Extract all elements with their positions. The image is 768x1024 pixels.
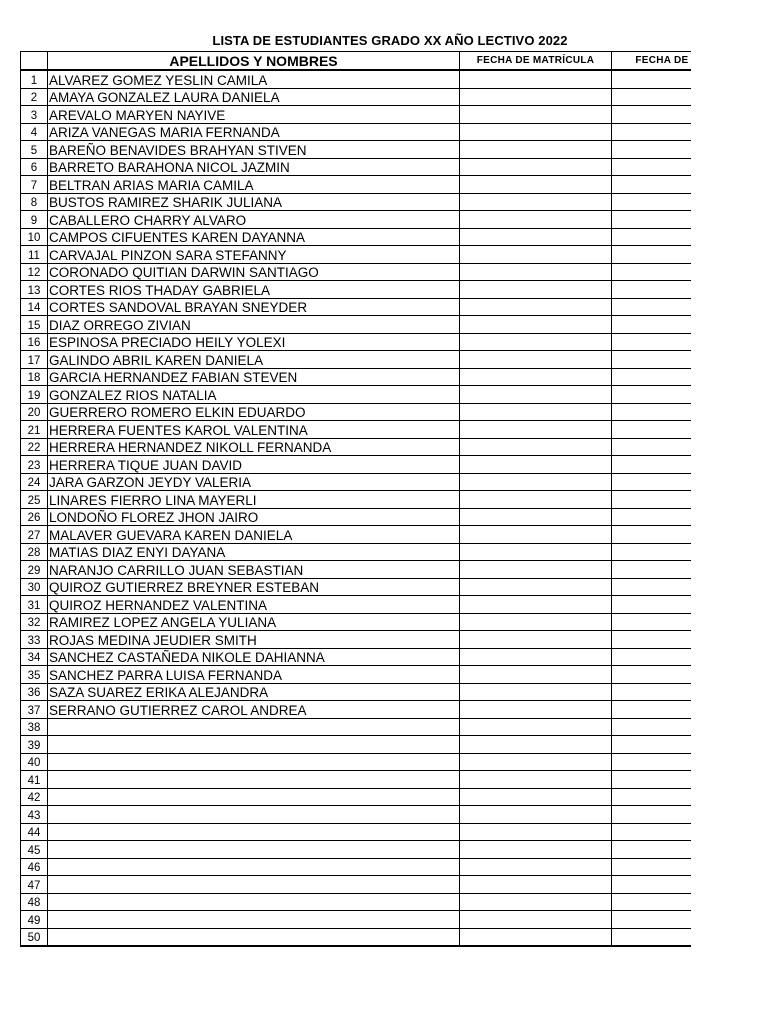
student-name: HERRERA TIQUE JUAN DAVID xyxy=(48,456,460,474)
student-name: ESPINOSA PRECIADO HEILY YOLEXI xyxy=(48,333,460,351)
row-number: 30 xyxy=(21,578,48,596)
second-date-cell xyxy=(612,438,691,456)
table-row xyxy=(21,123,691,141)
table-row xyxy=(21,456,691,474)
table-row xyxy=(21,806,691,824)
second-date-cell xyxy=(612,281,691,299)
row-number: 29 xyxy=(21,561,48,579)
table-row xyxy=(21,631,691,649)
student-name xyxy=(48,841,460,859)
table-row xyxy=(21,281,691,299)
second-date-cell xyxy=(612,561,691,579)
enrollment-date-cell xyxy=(460,701,612,719)
second-date-cell xyxy=(612,631,691,649)
enrollment-date-cell xyxy=(460,263,612,281)
student-name xyxy=(48,788,460,806)
student-name: AMAYA GONZALEZ LAURA DANIELA xyxy=(48,88,460,106)
student-name: BUSTOS RAMIREZ SHARIK JULIANA xyxy=(48,193,460,211)
student-name: CABALLERO CHARRY ALVARO xyxy=(48,211,460,229)
row-number: 15 xyxy=(21,316,48,334)
table-row xyxy=(21,858,691,876)
row-number: 34 xyxy=(21,648,48,666)
second-date-cell xyxy=(612,771,691,789)
student-name: BARRETO BARAHONA NICOL JAZMIN xyxy=(48,158,460,176)
second-date-cell xyxy=(612,368,691,386)
row-number: 16 xyxy=(21,333,48,351)
row-number: 2 xyxy=(21,88,48,106)
table-row xyxy=(21,368,691,386)
row-number: 44 xyxy=(21,823,48,841)
row-number: 20 xyxy=(21,403,48,421)
row-number: 12 xyxy=(21,263,48,281)
table-row xyxy=(21,70,691,88)
enrollment-date-cell xyxy=(460,771,612,789)
student-name: ARIZA VANEGAS MARIA FERNANDA xyxy=(48,123,460,141)
student-name: HERRERA FUENTES KAROL VALENTINA xyxy=(48,421,460,439)
second-date-cell xyxy=(612,176,691,194)
table-row xyxy=(21,526,691,544)
second-date-cell xyxy=(612,70,691,88)
student-name: CAMPOS CIFUENTES KAREN DAYANNA xyxy=(48,228,460,246)
row-number: 28 xyxy=(21,543,48,561)
table-row xyxy=(21,421,691,439)
enrollment-date-cell xyxy=(460,578,612,596)
table-row xyxy=(21,613,691,631)
row-number: 33 xyxy=(21,631,48,649)
table-row xyxy=(21,403,691,421)
student-name xyxy=(48,753,460,771)
table-row xyxy=(21,88,691,106)
enrollment-date-cell xyxy=(460,456,612,474)
second-date-cell xyxy=(612,106,691,124)
enrollment-date-cell xyxy=(460,176,612,194)
row-number: 23 xyxy=(21,456,48,474)
second-date-cell xyxy=(612,316,691,334)
row-number: 6 xyxy=(21,158,48,176)
second-date-cell xyxy=(612,88,691,106)
table-row xyxy=(21,578,691,596)
table-row xyxy=(21,648,691,666)
student-name: AREVALO MARYEN NAYIVE xyxy=(48,106,460,124)
enrollment-date-cell xyxy=(460,893,612,911)
table-row xyxy=(21,753,691,771)
enrollment-date-cell xyxy=(460,491,612,509)
enrollment-date-cell xyxy=(460,753,612,771)
enrollment-date-cell xyxy=(460,858,612,876)
table-row xyxy=(21,596,691,614)
row-number: 18 xyxy=(21,368,48,386)
second-date-cell xyxy=(612,928,691,946)
row-number: 49 xyxy=(21,911,48,929)
enrollment-date-cell xyxy=(460,736,612,754)
table-row xyxy=(21,351,691,369)
second-date-cell xyxy=(612,666,691,684)
enrollment-date-cell xyxy=(460,561,612,579)
table-row xyxy=(21,228,691,246)
row-number: 9 xyxy=(21,211,48,229)
table-row xyxy=(21,158,691,176)
row-number: 37 xyxy=(21,701,48,719)
enrollment-date-cell xyxy=(460,613,612,631)
student-name: SERRANO GUTIERREZ CAROL ANDREA xyxy=(48,701,460,719)
second-date-cell xyxy=(612,158,691,176)
student-name: ALVAREZ GOMEZ YESLIN CAMILA xyxy=(48,70,460,88)
enrollment-date-cell xyxy=(460,526,612,544)
second-date-cell xyxy=(612,421,691,439)
student-name xyxy=(48,718,460,736)
second-date-cell xyxy=(612,491,691,509)
student-name: GUERRERO ROMERO ELKIN EDUARDO xyxy=(48,403,460,421)
second-date-cell xyxy=(612,701,691,719)
second-date-cell xyxy=(612,788,691,806)
enrollment-date-cell xyxy=(460,123,612,141)
second-date-cell xyxy=(612,211,691,229)
student-name: CORTES RIOS THADAY GABRIELA xyxy=(48,281,460,299)
row-number: 27 xyxy=(21,526,48,544)
second-date-cell xyxy=(612,508,691,526)
student-name: HERRERA HERNANDEZ NIKOLL FERNANDA xyxy=(48,438,460,456)
second-date-cell xyxy=(612,736,691,754)
student-name xyxy=(48,806,460,824)
student-name: JARA GARZON JEYDY VALERIA xyxy=(48,473,460,491)
student-name: QUIROZ HERNANDEZ VALENTINA xyxy=(48,596,460,614)
enrollment-date-cell xyxy=(460,543,612,561)
table-row xyxy=(21,246,691,264)
second-date-cell xyxy=(612,141,691,159)
row-number: 47 xyxy=(21,876,48,894)
second-date-cell xyxy=(612,473,691,491)
row-number: 17 xyxy=(21,351,48,369)
student-name: QUIROZ GUTIERREZ BREYNER ESTEBAN xyxy=(48,578,460,596)
student-name: GONZALEZ RIOS NATALIA xyxy=(48,386,460,404)
student-name xyxy=(48,858,460,876)
row-number: 19 xyxy=(21,386,48,404)
student-name: SANCHEZ CASTAÑEDA NIKOLE DAHIANNA xyxy=(48,648,460,666)
table-row xyxy=(21,823,691,841)
enrollment-date-cell xyxy=(460,211,612,229)
row-number: 45 xyxy=(21,841,48,859)
enrollment-date-cell xyxy=(460,368,612,386)
table-row xyxy=(21,543,691,561)
row-number: 24 xyxy=(21,473,48,491)
table-row xyxy=(21,508,691,526)
row-number: 42 xyxy=(21,788,48,806)
header-enrollment-date: FECHA DE MATRÍCULA xyxy=(460,52,612,71)
second-date-cell xyxy=(612,193,691,211)
row-number: 11 xyxy=(21,246,48,264)
table-row xyxy=(21,771,691,789)
second-date-cell xyxy=(612,228,691,246)
row-number: 31 xyxy=(21,596,48,614)
row-number: 10 xyxy=(21,228,48,246)
enrollment-date-cell xyxy=(460,788,612,806)
second-date-cell xyxy=(612,823,691,841)
student-name: NARANJO CARRILLO JUAN SEBASTIAN xyxy=(48,561,460,579)
enrollment-date-cell xyxy=(460,718,612,736)
student-name xyxy=(48,928,460,946)
student-name: SAZA SUAREZ ERIKA ALEJANDRA xyxy=(48,683,460,701)
second-date-cell xyxy=(612,806,691,824)
row-number: 38 xyxy=(21,718,48,736)
student-name xyxy=(48,911,460,929)
row-number: 1 xyxy=(21,70,48,88)
table-row xyxy=(21,718,691,736)
table-row xyxy=(21,193,691,211)
table-row xyxy=(21,928,691,946)
enrollment-date-cell xyxy=(460,508,612,526)
row-number: 5 xyxy=(21,141,48,159)
student-name xyxy=(48,876,460,894)
second-date-cell xyxy=(612,386,691,404)
second-date-cell xyxy=(612,893,691,911)
enrollment-date-cell xyxy=(460,228,612,246)
row-number: 8 xyxy=(21,193,48,211)
enrollment-date-cell xyxy=(460,70,612,88)
enrollment-date-cell xyxy=(460,403,612,421)
row-number: 43 xyxy=(21,806,48,824)
second-date-cell xyxy=(612,351,691,369)
table-row xyxy=(21,263,691,281)
row-number: 50 xyxy=(21,928,48,946)
enrollment-date-cell xyxy=(460,316,612,334)
row-number: 21 xyxy=(21,421,48,439)
second-date-cell xyxy=(612,718,691,736)
header-name: APELLIDOS Y NOMBRES xyxy=(48,52,460,71)
enrollment-date-cell xyxy=(460,631,612,649)
header-number xyxy=(21,52,48,71)
enrollment-date-cell xyxy=(460,351,612,369)
row-number: 36 xyxy=(21,683,48,701)
student-name: ROJAS MEDINA JEUDIER SMITH xyxy=(48,631,460,649)
row-number: 3 xyxy=(21,106,48,124)
row-number: 14 xyxy=(21,298,48,316)
second-date-cell xyxy=(612,613,691,631)
enrollment-date-cell xyxy=(460,806,612,824)
second-date-cell xyxy=(612,246,691,264)
table-row xyxy=(21,298,691,316)
student-name xyxy=(48,893,460,911)
table-row xyxy=(21,141,691,159)
student-name: SANCHEZ PARRA LUISA FERNANDA xyxy=(48,666,460,684)
enrollment-date-cell xyxy=(460,876,612,894)
table-row xyxy=(21,176,691,194)
second-date-cell xyxy=(612,333,691,351)
page-title: LISTA DE ESTUDIANTES GRADO XX AÑO LECTIVO 2022 xyxy=(212,33,568,48)
table-row xyxy=(21,211,691,229)
enrollment-date-cell xyxy=(460,88,612,106)
student-name: BAREÑO BENAVIDES BRAHYAN STIVEN xyxy=(48,141,460,159)
row-number: 4 xyxy=(21,123,48,141)
table-row xyxy=(21,561,691,579)
student-name: DIAZ ORREGO ZIVIAN xyxy=(48,316,460,334)
enrollment-date-cell xyxy=(460,281,612,299)
student-name xyxy=(48,823,460,841)
student-name: LONDOÑO FLOREZ JHON JAIRO xyxy=(48,508,460,526)
row-number: 35 xyxy=(21,666,48,684)
table-row xyxy=(21,106,691,124)
row-number: 40 xyxy=(21,753,48,771)
row-number: 48 xyxy=(21,893,48,911)
enrollment-date-cell xyxy=(460,666,612,684)
table-body xyxy=(21,70,691,946)
table-row xyxy=(21,893,691,911)
table-row xyxy=(21,841,691,859)
second-date-cell xyxy=(612,596,691,614)
row-number: 13 xyxy=(21,281,48,299)
enrollment-date-cell xyxy=(460,596,612,614)
student-name: RAMIREZ LOPEZ ANGELA YULIANA xyxy=(48,613,460,631)
student-list-table xyxy=(20,51,691,947)
student-name: MALAVER GUEVARA KAREN DANIELA xyxy=(48,526,460,544)
student-name: GARCIA HERNANDEZ FABIAN STEVEN xyxy=(48,368,460,386)
student-name: GALINDO ABRIL KAREN DANIELA xyxy=(48,351,460,369)
student-name: CARVAJAL PINZON SARA STEFANNY xyxy=(48,246,460,264)
second-date-cell xyxy=(612,543,691,561)
table-row xyxy=(21,876,691,894)
row-number: 22 xyxy=(21,438,48,456)
enrollment-date-cell xyxy=(460,823,612,841)
second-date-cell xyxy=(612,526,691,544)
enrollment-date-cell xyxy=(460,246,612,264)
student-name xyxy=(48,771,460,789)
header-second-date: FECHA DE xyxy=(612,52,691,71)
enrollment-date-cell xyxy=(460,158,612,176)
student-name: BELTRAN ARIAS MARIA CAMILA xyxy=(48,176,460,194)
table-row xyxy=(21,736,691,754)
enrollment-date-cell xyxy=(460,473,612,491)
second-date-cell xyxy=(612,876,691,894)
student-name: LINARES FIERRO LINA MAYERLI xyxy=(48,491,460,509)
table-row xyxy=(21,701,691,719)
enrollment-date-cell xyxy=(460,333,612,351)
row-number: 7 xyxy=(21,176,48,194)
second-date-cell xyxy=(612,841,691,859)
enrollment-date-cell xyxy=(460,841,612,859)
enrollment-date-cell xyxy=(460,928,612,946)
enrollment-date-cell xyxy=(460,193,612,211)
row-number: 41 xyxy=(21,771,48,789)
second-date-cell xyxy=(612,911,691,929)
table-row xyxy=(21,491,691,509)
table-row xyxy=(21,666,691,684)
student-name xyxy=(48,736,460,754)
second-date-cell xyxy=(612,403,691,421)
enrollment-date-cell xyxy=(460,438,612,456)
student-name: CORTES SANDOVAL BRAYAN SNEYDER xyxy=(48,298,460,316)
second-date-cell xyxy=(612,456,691,474)
table-row xyxy=(21,386,691,404)
enrollment-date-cell xyxy=(460,298,612,316)
table-row xyxy=(21,438,691,456)
enrollment-date-cell xyxy=(460,683,612,701)
second-date-cell xyxy=(612,858,691,876)
table-row xyxy=(21,316,691,334)
row-number: 25 xyxy=(21,491,48,509)
row-number: 46 xyxy=(21,858,48,876)
enrollment-date-cell xyxy=(460,911,612,929)
table-row xyxy=(21,911,691,929)
table-header-row xyxy=(21,52,691,71)
table-row xyxy=(21,333,691,351)
table-row xyxy=(21,683,691,701)
row-number: 26 xyxy=(21,508,48,526)
table-row xyxy=(21,473,691,491)
enrollment-date-cell xyxy=(460,386,612,404)
row-number: 32 xyxy=(21,613,48,631)
enrollment-date-cell xyxy=(460,421,612,439)
student-name: MATIAS DIAZ ENYI DAYANA xyxy=(48,543,460,561)
second-date-cell xyxy=(612,123,691,141)
row-number: 39 xyxy=(21,736,48,754)
second-date-cell xyxy=(612,648,691,666)
second-date-cell xyxy=(612,578,691,596)
enrollment-date-cell xyxy=(460,141,612,159)
second-date-cell xyxy=(612,263,691,281)
enrollment-date-cell xyxy=(460,106,612,124)
student-name: CORONADO QUITIAN DARWIN SANTIAGO xyxy=(48,263,460,281)
second-date-cell xyxy=(612,298,691,316)
second-date-cell xyxy=(612,753,691,771)
table-row xyxy=(21,788,691,806)
enrollment-date-cell xyxy=(460,648,612,666)
second-date-cell xyxy=(612,683,691,701)
